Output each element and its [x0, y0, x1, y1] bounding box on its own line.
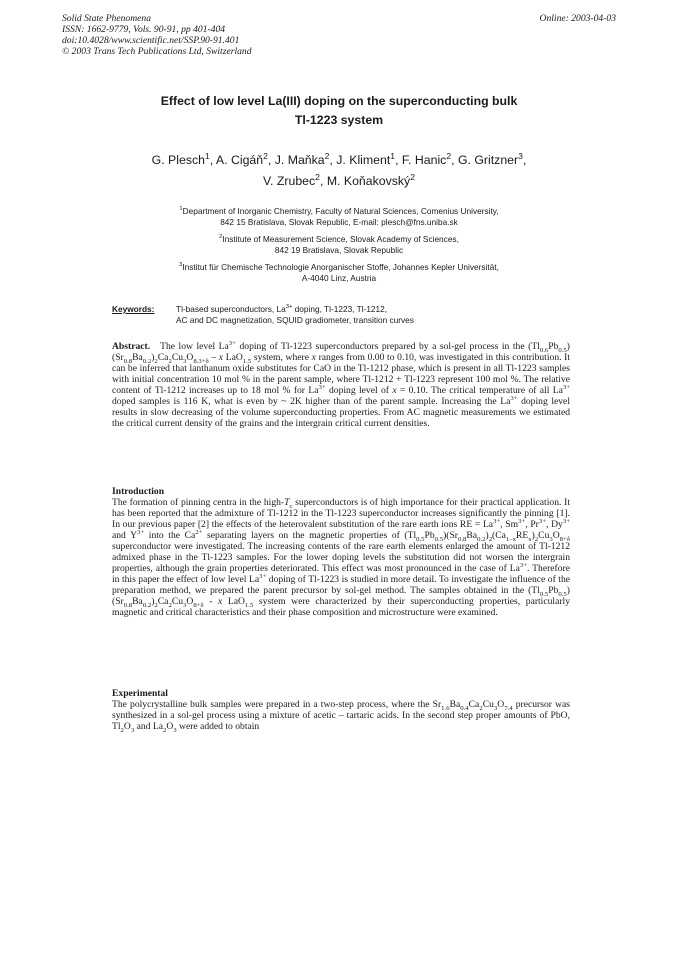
intro-text: Ca [157, 596, 169, 607]
exp-text: were added to obtain [176, 721, 260, 732]
introduction-section [112, 486, 570, 618]
author-list [80, 150, 598, 192]
sub: 0.5 [558, 346, 567, 354]
paper-title [100, 92, 578, 130]
affiliation-1 [100, 206, 578, 228]
sup: 3+ [538, 517, 547, 525]
affiliation-num: 2 [219, 234, 223, 241]
exp-text: O [166, 721, 174, 732]
affiliation-line: Institute of Measurement Science, Slovak Academy of Sciences, [222, 234, 459, 244]
affiliation-num: 3 [179, 262, 183, 269]
abstract-text: doping level of [325, 385, 393, 396]
journal-doi[interactable]: doi:10.4028/www.scientific.net/SSP.90-91.401 [62, 35, 240, 46]
sub: 2 [168, 601, 172, 609]
kw-part: Tl-based superconductors, La [176, 304, 286, 314]
sub: 8+δ [559, 535, 570, 543]
author: J. Kliment [336, 153, 391, 167]
exp-text: precursor was synthesized in a sol-gel process using a mixture of acetic – tartaric acids. In the second step proper amounts of PbO, Tl [112, 699, 570, 732]
intro-text: superconductor were investigated. The increasing contents of the rare earth elements enlarged the amount of Tl-1212 admixed phase in the Tl-1223 samples. For the lower doping levels the substitution did not worsen the intergrain properties, although the grain properties deteriorated. This effect was most pronounced in the case of La [112, 541, 570, 574]
affiliation-line: Department of Inorganic Chemistry, Faculty of Natural Sciences, Comenius University, [182, 206, 499, 216]
intro-text: Ba [466, 530, 478, 541]
author-aff: 1 [204, 150, 210, 161]
exp-text: and La [134, 721, 163, 732]
sub: 3 [173, 726, 177, 734]
abstract-text: ) [151, 352, 155, 363]
intro-text: - [203, 596, 219, 607]
author: F. Hanic [401, 153, 447, 167]
sup: 3+ [259, 572, 267, 580]
intro-text: Cu [538, 530, 550, 541]
kw-sup: 3+ [285, 304, 293, 311]
sup: 3+ [228, 339, 236, 347]
abstract-text: Ba [132, 352, 143, 363]
author-aff: 2 [446, 150, 452, 161]
journal-issn: ISSN: 1662-9779, Vols. 90-91, pp 401-404 [62, 24, 226, 35]
abstract-text: )(Sr [112, 341, 570, 363]
sup: 3+ [562, 383, 570, 391]
sup: 3+ [519, 561, 527, 569]
intro-text: ) [485, 530, 489, 541]
journal-meta [62, 13, 252, 57]
experimental-section [112, 688, 570, 732]
sub: 3 [493, 704, 498, 712]
kw-line: AC and DC magnetization, SQUID gradiometer, transition curves [176, 315, 414, 325]
abstract [112, 341, 570, 429]
sub: 2 [534, 535, 539, 543]
sub: 2 [479, 704, 483, 712]
keywords-label: Keywords: [112, 304, 155, 314]
affiliation-line: 842 19 Bratislava, Slovak Republic [274, 245, 404, 255]
author-line-1: G. Plesch$^1$, A. Cigáň$^2$, J. Maňka$^2$, J. Kliment$^1$, F. Hanic$^2$, G. Gritzner$^3$, [151, 150, 527, 167]
sub: 3 [183, 357, 187, 365]
kw-part: doping, Tl-1223, Tl-1212, [292, 304, 388, 314]
abstract-text: doping of Tl-1223 superconductors prepared by a sol-gel process in the (Tl [235, 341, 540, 352]
abstract-text: Cu [171, 352, 184, 363]
sub: 2 [162, 726, 167, 734]
sub: 0.6 [539, 346, 549, 354]
online-date: Online: 2003-04-03 [539, 13, 616, 24]
sub: 0.2 [477, 535, 486, 543]
sub: 3 [183, 601, 187, 609]
intro-text: superconductors is of high importance for their practical application. It has been reported that the admixture of Tl-1212 in the Tl-1223 superconductor increases significantly the pinning [1]. In our previous paper [2] the effects of the heterovalent substitution of the rare earth ions RE = La [112, 497, 570, 530]
intro-text: Cu [171, 596, 184, 607]
affiliation-line: A-4040 Linz, Austria [301, 273, 377, 283]
intro-text: O [186, 596, 194, 607]
intro-text: RE [515, 530, 529, 541]
var-t: T [284, 497, 290, 508]
abstract-text: LaO [223, 352, 243, 363]
author-aff: 2 [315, 171, 320, 182]
title-line-1: Effect of low level La(III) doping on the superconducting bulk [160, 94, 518, 108]
abstract-text: Pb [548, 341, 559, 352]
author-aff: 2 [263, 150, 268, 161]
abstract-text: Ca [157, 352, 169, 363]
author: M. Koňakovský [326, 174, 411, 188]
author: V. Zrubec [262, 174, 316, 188]
sub: 0.8 [458, 535, 467, 543]
journal-copyright: © 2003 Trans Tech Publications Ltd, Switzerland [62, 46, 252, 57]
exp-text: The polycrystalline bulk samples were prepared in a two-step process, where the Sr [112, 699, 442, 710]
sub: 1.6 [441, 704, 450, 712]
keywords-text [176, 304, 566, 326]
affiliation-line: Institut für Chemische Technologie Anorganischer Stoffe, Johannes Kepler Universität, [182, 262, 499, 272]
sub: 1.5 [242, 357, 252, 365]
abstract-text: = 0.10. The critical temperature of all La [396, 385, 563, 396]
var-x: x [218, 352, 224, 363]
sup: 3+ [518, 517, 526, 525]
abstract-text: doped samples is 116 K, what is even by ~ 2K higher than of the parent sample. Increasing the La [112, 396, 511, 407]
sub: 1.5 [244, 601, 254, 609]
exp-text: Ca [468, 699, 480, 710]
sub: 3 [130, 726, 135, 734]
affiliation-num: 1 [179, 206, 183, 213]
sub: 2 [154, 601, 158, 609]
intro-text: Pb [424, 530, 435, 541]
author-aff: 2 [410, 171, 415, 182]
affiliations [100, 206, 578, 290]
intro-text: and Y [112, 530, 138, 541]
author: A. Cigáň [215, 153, 264, 167]
intro-text: separating layers on the magnetic properties of (Tl [202, 530, 417, 541]
intro-text: ) [151, 596, 155, 607]
sub: 0.5 [539, 590, 549, 598]
sup: 3+ [137, 528, 145, 536]
affiliation-line: 842 15 Bratislava, Slovak Republic, E-mail: plesch@fns.uniba.sk [220, 217, 458, 227]
intro-text: The formation of pinning centra in the high- [112, 497, 285, 508]
sub: 0.5 [434, 535, 444, 543]
intro-text: into the Ca [144, 530, 196, 541]
intro-text: doping of Tl-1223 is studied in more detail. To investigate the influence of the preparation method, we prepared the parent precursor by sol-gel method. The samples obtained in the (Tl [112, 574, 570, 596]
abstract-text: – [208, 352, 219, 363]
sub: 3 [549, 535, 553, 543]
abstract-text: The low level La [160, 341, 229, 352]
sub: 2 [154, 357, 158, 365]
sub: 0.8 [123, 601, 133, 609]
sub: 0.4 [460, 704, 469, 712]
sub: 2 [120, 726, 124, 734]
section-heading-experimental: Experimental [112, 688, 168, 699]
intro-text: (Ca [492, 530, 506, 541]
sup: 2+ [195, 528, 203, 536]
sub: 8.3+δ [193, 357, 209, 365]
author-aff: 1 [390, 150, 396, 161]
title-line-2: Tl-1223 system [294, 113, 384, 127]
sub: 2 [168, 357, 172, 365]
affiliation-3 [100, 262, 578, 284]
intro-text: . Therefore in this paper the effect of low level La [112, 563, 570, 585]
author: J. Maňka [274, 153, 325, 167]
sub: 0.5 [558, 590, 567, 598]
intro-text: Ba [132, 596, 143, 607]
author: G. Gritzner [457, 153, 519, 167]
var-x: x [218, 596, 223, 607]
exp-text: O [497, 699, 505, 710]
intro-text: , Pr [525, 519, 539, 530]
intro-text: )(Sr [443, 530, 458, 541]
intro-text: )(Sr [112, 585, 570, 607]
sup: 3+ [562, 517, 570, 525]
sub: 0.5 [416, 535, 425, 543]
author-aff: 3 [518, 150, 523, 161]
intro-text: LaO [222, 596, 245, 607]
intro-text: O [552, 530, 560, 541]
intro-text: Pb [548, 585, 559, 596]
sub: x [528, 535, 532, 543]
sub: 2 [488, 535, 493, 543]
sup: 3+ [318, 383, 326, 391]
intro-text: ) [531, 530, 535, 541]
var-x: x [311, 352, 316, 363]
intro-text: , Dy [546, 519, 563, 530]
abstract-text: ranges from 0.00 to 0.10, was investigated in this contribution. It can be inferred that lanthanum oxide substitutes for CaO in the Tl-1212 phase, which is present in all Tl-1223 samples with initial concentration 10 mol % in the parent sample, where Tl-1212 + Tl-1223 represent 100 mol %. The relative content of Tl-1212 increases up to 18 mol % for La [112, 352, 571, 396]
sub: c [289, 502, 293, 510]
sub: 0.8 [123, 357, 133, 365]
sup: 3+ [493, 517, 501, 525]
abstract-text: system, where [251, 352, 312, 363]
section-heading-introduction: Introduction [112, 486, 165, 497]
exp-text: Cu [482, 699, 494, 710]
sup: 3+ [510, 394, 518, 402]
abstract-text: doping level results in slow decreasing of the volume superconducting properties. From AC magnetic measurements we estimated the critical current density of the grains and the intergrain critical current densities. [112, 396, 570, 429]
sub: 0.2 [142, 357, 152, 365]
intro-text: system were characterized by their superconducting properties, particularly magnetic and critical characteristics and their phase composition and microstructure were examined. [112, 596, 570, 618]
affiliation-2 [100, 234, 578, 256]
author: G. Plesch [151, 153, 205, 167]
author-aff: 2 [324, 150, 330, 161]
sub: 8+δ [193, 601, 204, 609]
author-line-2: V. Zrubec$^2$, M. Koňakovský$^2$ [262, 171, 415, 188]
sub: 7.4 [504, 704, 513, 712]
var-x: x [392, 385, 397, 396]
abstract-text: O [186, 352, 194, 363]
exp-text: O [123, 721, 131, 732]
abstract-label: Abstract. [112, 341, 151, 352]
exp-text: Ba [449, 699, 461, 710]
sub: 0.2 [142, 601, 152, 609]
sub: 1–x [505, 535, 516, 543]
journal-name: Solid State Phenomena [62, 13, 151, 24]
intro-text: , Sm [500, 519, 519, 530]
